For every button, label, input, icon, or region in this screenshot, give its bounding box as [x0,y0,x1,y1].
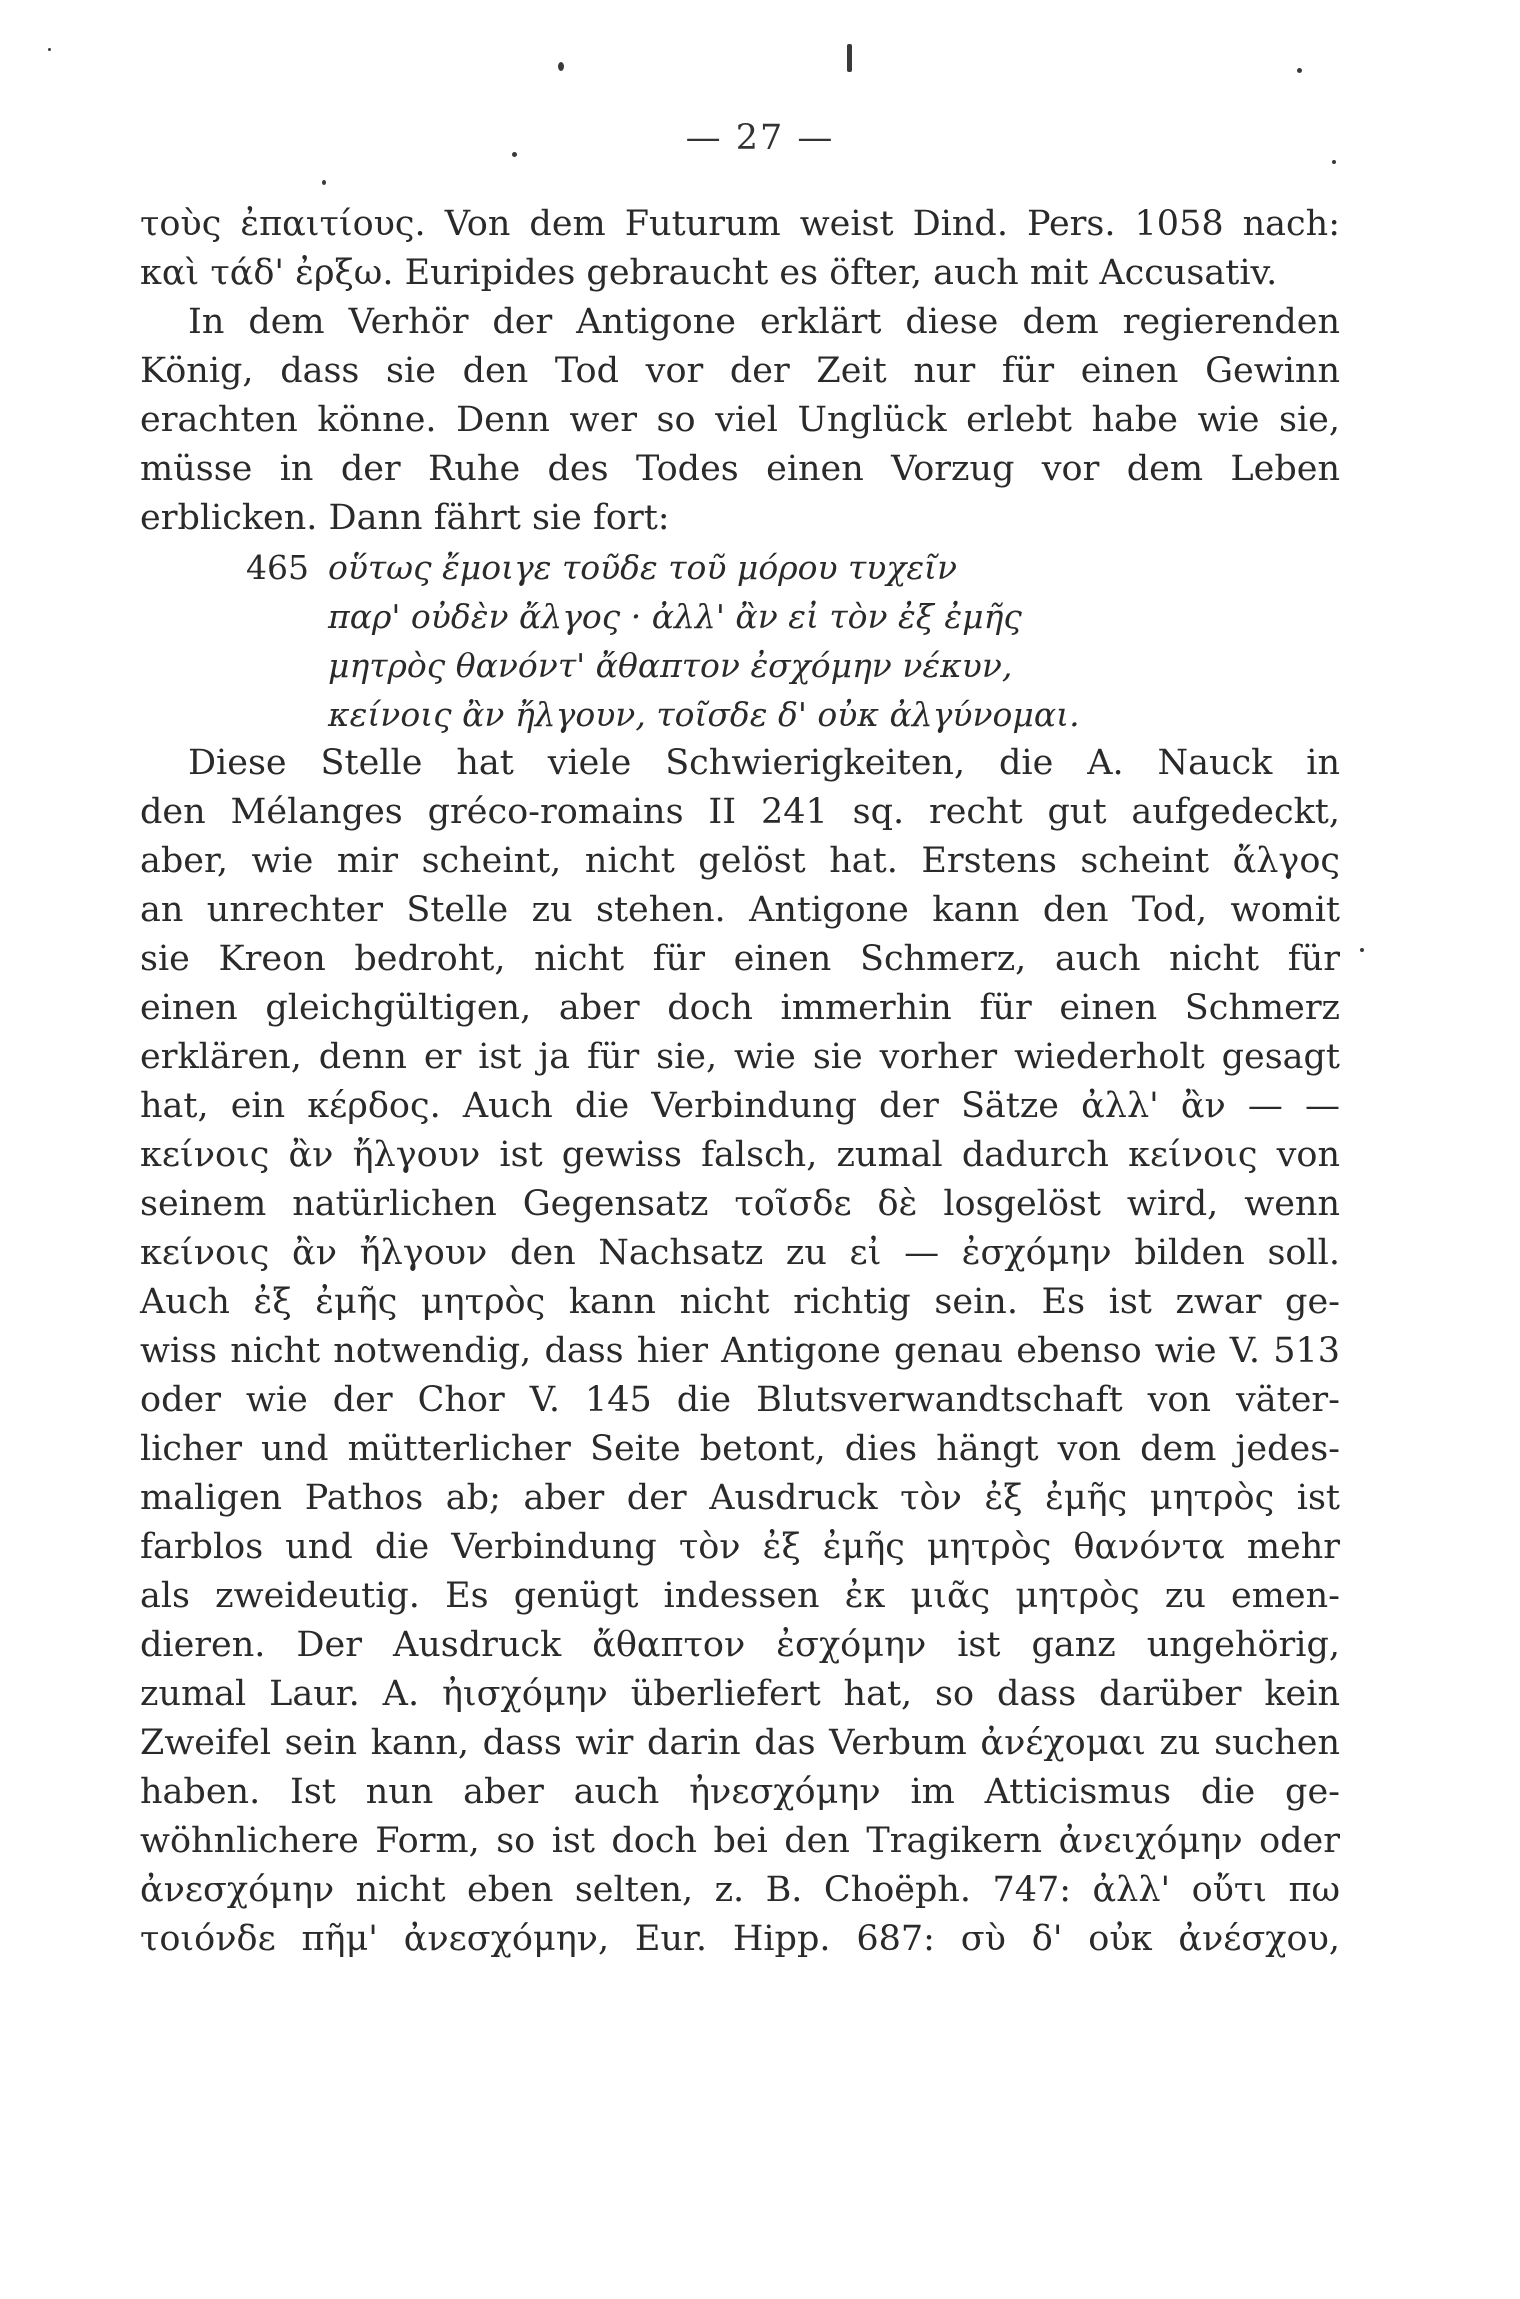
verse-text: μητρὸς θανόντ' ἄθαπτον ἐσχόμην νέκυν, [328,646,1013,685]
text-line: καὶ τάδ' ἐρξω. Euripides gebraucht es öfter, auch mit Accusativ. [140,253,1278,293]
text-line: einen gleichgültigen, aber doch immerhin für einen Schmerz [140,988,1340,1028]
text-line: farblos und die Verbindung τὸν ἐξ ἐμῆς μητρὸς θανόντα mehr [140,1527,1340,1567]
text-line: κείνοις ἂν ἤλγουν den Nachsatz zu εἰ — ἐσχόμην bilden soll. [140,1233,1340,1273]
text-line: erblicken. Dann fährt sie fort: [140,498,670,538]
verse-line [140,592,1340,641]
text-line: Zweifel sein kann, dass wir darin das Verbum ἀνέχομαι zu suchen [140,1723,1340,1763]
text-line: Auch ἐξ ἐμῆς μητρὸς kann nicht richtig sein. Es ist zwar ge- [140,1282,1340,1322]
text-line: an unrechter Stelle zu stehen. Antigone kann den Tod, womit [140,890,1340,930]
text-line: haben. Ist nun aber auch ἠνεσχόμην im Atticismus die ge- [140,1772,1340,1812]
text-line: sie Kreon bedroht, nicht für einen Schmerz, auch nicht für [140,939,1340,979]
text-line: In dem Verhör der Antigone erklärt diese dem regierenden [188,302,1340,342]
verse-line [140,641,1340,690]
text-line: κείνοις ἂν ἤλγουν ist gewiss falsch, zumal dadurch κείνοις von [140,1135,1340,1175]
scan-speck [1360,948,1364,952]
text-line: oder wie der Chor V. 145 die Blutsverwandtschaft von väter- [140,1380,1340,1420]
text-line: licher und mütterlicher Seite betont, dies hängt von dem jedes- [140,1429,1340,1469]
scan-speck [558,62,564,71]
scan-speck [48,48,51,51]
verse-text: οὕτως ἔμοιγε τοῦδε τοῦ μόρου τυχεῖν [328,548,958,587]
text-line: aber, wie mir scheint, nicht gelöst hat. Erstens scheint ἄλγος [140,841,1340,881]
scan-speck [1297,68,1302,73]
page-number: — 27 — [685,118,835,158]
text-line: ἀνεσχόμην nicht eben selten, z. B. Choëph. 747: ἀλλ' οὔτι πω [140,1870,1340,1910]
scan-speck [847,44,852,72]
text-line: wöhnlichere Form, so ist doch bei den Tragikern ἀνειχόμην oder [140,1821,1340,1861]
text-line: als zweideutig. Es genügt indessen ἐκ μιᾶς μητρὸς zu emen- [140,1576,1340,1616]
body-text [140,200,1340,1964]
text-line: erachten könne. Denn wer so viel Unglück erlebt habe wie sie, [140,400,1340,440]
scan-speck [1332,160,1336,164]
verse-text: παρ' οὐδὲν ἄλγος · ἀλλ' ἂν εἰ τὸν ἐξ ἐμῆς [328,597,1022,636]
text-line: dieren. Der Ausdruck ἄθαπτον ἐσχόμην ist ganz ungehörig, [140,1625,1340,1665]
verse-line [140,543,1340,592]
verse-text: κείνοις ἂν ἤλγουν, τοῖσδε δ' οὐκ ἀλγύνομαι. [328,695,1080,734]
text-line: König, dass sie den Tod vor der Zeit nur für einen Gewinn [140,351,1340,391]
text-line: seinem natürlichen Gegensatz τοῖσδε δὲ losgelöst wird, wenn [140,1184,1340,1224]
scan-speck [322,180,326,185]
text-line: den Mélanges gréco-romains II 241 sq. recht gut aufgedeckt, [140,792,1340,832]
text-line: wiss nicht notwendig, dass hier Antigone genau ebenso wie V. 513 [140,1331,1340,1371]
text-line: erklären, denn er ist ja für sie, wie sie vorher wiederholt gesagt [140,1037,1340,1077]
text-line: zumal Laur. A. ἠισχόμην überliefert hat, so dass darüber kein [140,1674,1340,1714]
verse-number: 465 [246,548,309,587]
text-line: müsse in der Ruhe des Todes einen Vorzug vor dem Leben [140,449,1340,489]
text-line: τοιόνδε πῆμ' ἀνεσχόμην, Eur. Hipp. 687: σὺ δ' οὐκ ἀνέσχου, [140,1919,1340,1959]
text-line: hat, ein κέρδος. Auch die Verbindung der Sätze ἀλλ' ἂν — — [140,1086,1340,1126]
text-line: τοὺς ἐπαιτίους. Von dem Futurum weist Dind. Pers. 1058 nach: [140,204,1340,244]
verse-line [140,690,1340,739]
text-line: Diese Stelle hat viele Schwierigkeiten, die A. Nauck in [188,743,1340,783]
text-line: maligen Pathos ab; aber der Ausdruck τὸν ἐξ ἐμῆς μητρὸς ist [140,1478,1340,1518]
